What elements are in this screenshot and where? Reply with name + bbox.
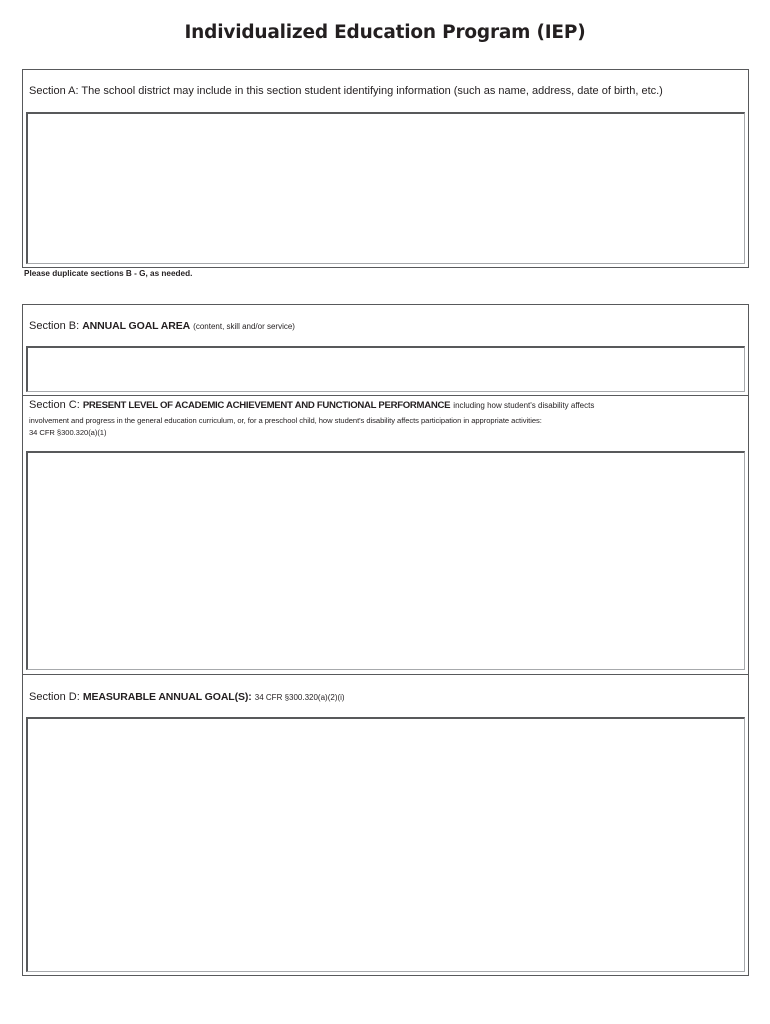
section-d-field[interactable] <box>26 717 745 972</box>
section-a-label: Section A: The school district may include in this section student identifying information (such as name, address, date of birth, etc.) <box>29 85 663 97</box>
section-d-label <box>29 691 345 703</box>
section-c-prefix: Section C: <box>29 399 80 411</box>
section-c-heading: PRESENT LEVEL OF ACADEMIC ACHIEVEMENT AND FUNCTIONAL PERFORMANCE <box>82 400 451 411</box>
section-d-heading: MEASURABLE ANNUAL GOAL(S): <box>82 691 252 703</box>
section-b-field[interactable] <box>26 346 745 392</box>
section-c-citation: 34 CFR §300.320(a)(1) <box>29 428 107 437</box>
section-b-heading: ANNUAL GOAL AREA <box>82 320 191 332</box>
section-d-prefix: Section D: <box>29 691 80 703</box>
document-title: Individualized Education Program (IEP) <box>184 22 586 43</box>
section-c-field[interactable] <box>26 451 745 670</box>
section-b-c-divider <box>22 395 749 396</box>
section-c-detail: including how student's disability affects <box>453 401 595 410</box>
section-c-label <box>29 399 594 411</box>
section-c-line-2: involvement and progress in the general education curriculum, or, for a preschool child, how student's disability affects participation in appropriate activities: <box>29 416 542 425</box>
section-b-label <box>29 320 295 332</box>
section-c-d-divider <box>22 674 749 675</box>
section-b-prefix: Section B: <box>29 320 80 332</box>
section-a-field[interactable] <box>26 112 745 264</box>
section-a-bottom-rule <box>22 267 749 268</box>
duplicate-sections-note: Please duplicate sections B - G, as needed. <box>24 269 193 278</box>
section-d-detail: 34 CFR §300.320(a)(2)(i) <box>254 693 345 702</box>
section-b-detail: (content, skill and/or service) <box>193 322 295 331</box>
